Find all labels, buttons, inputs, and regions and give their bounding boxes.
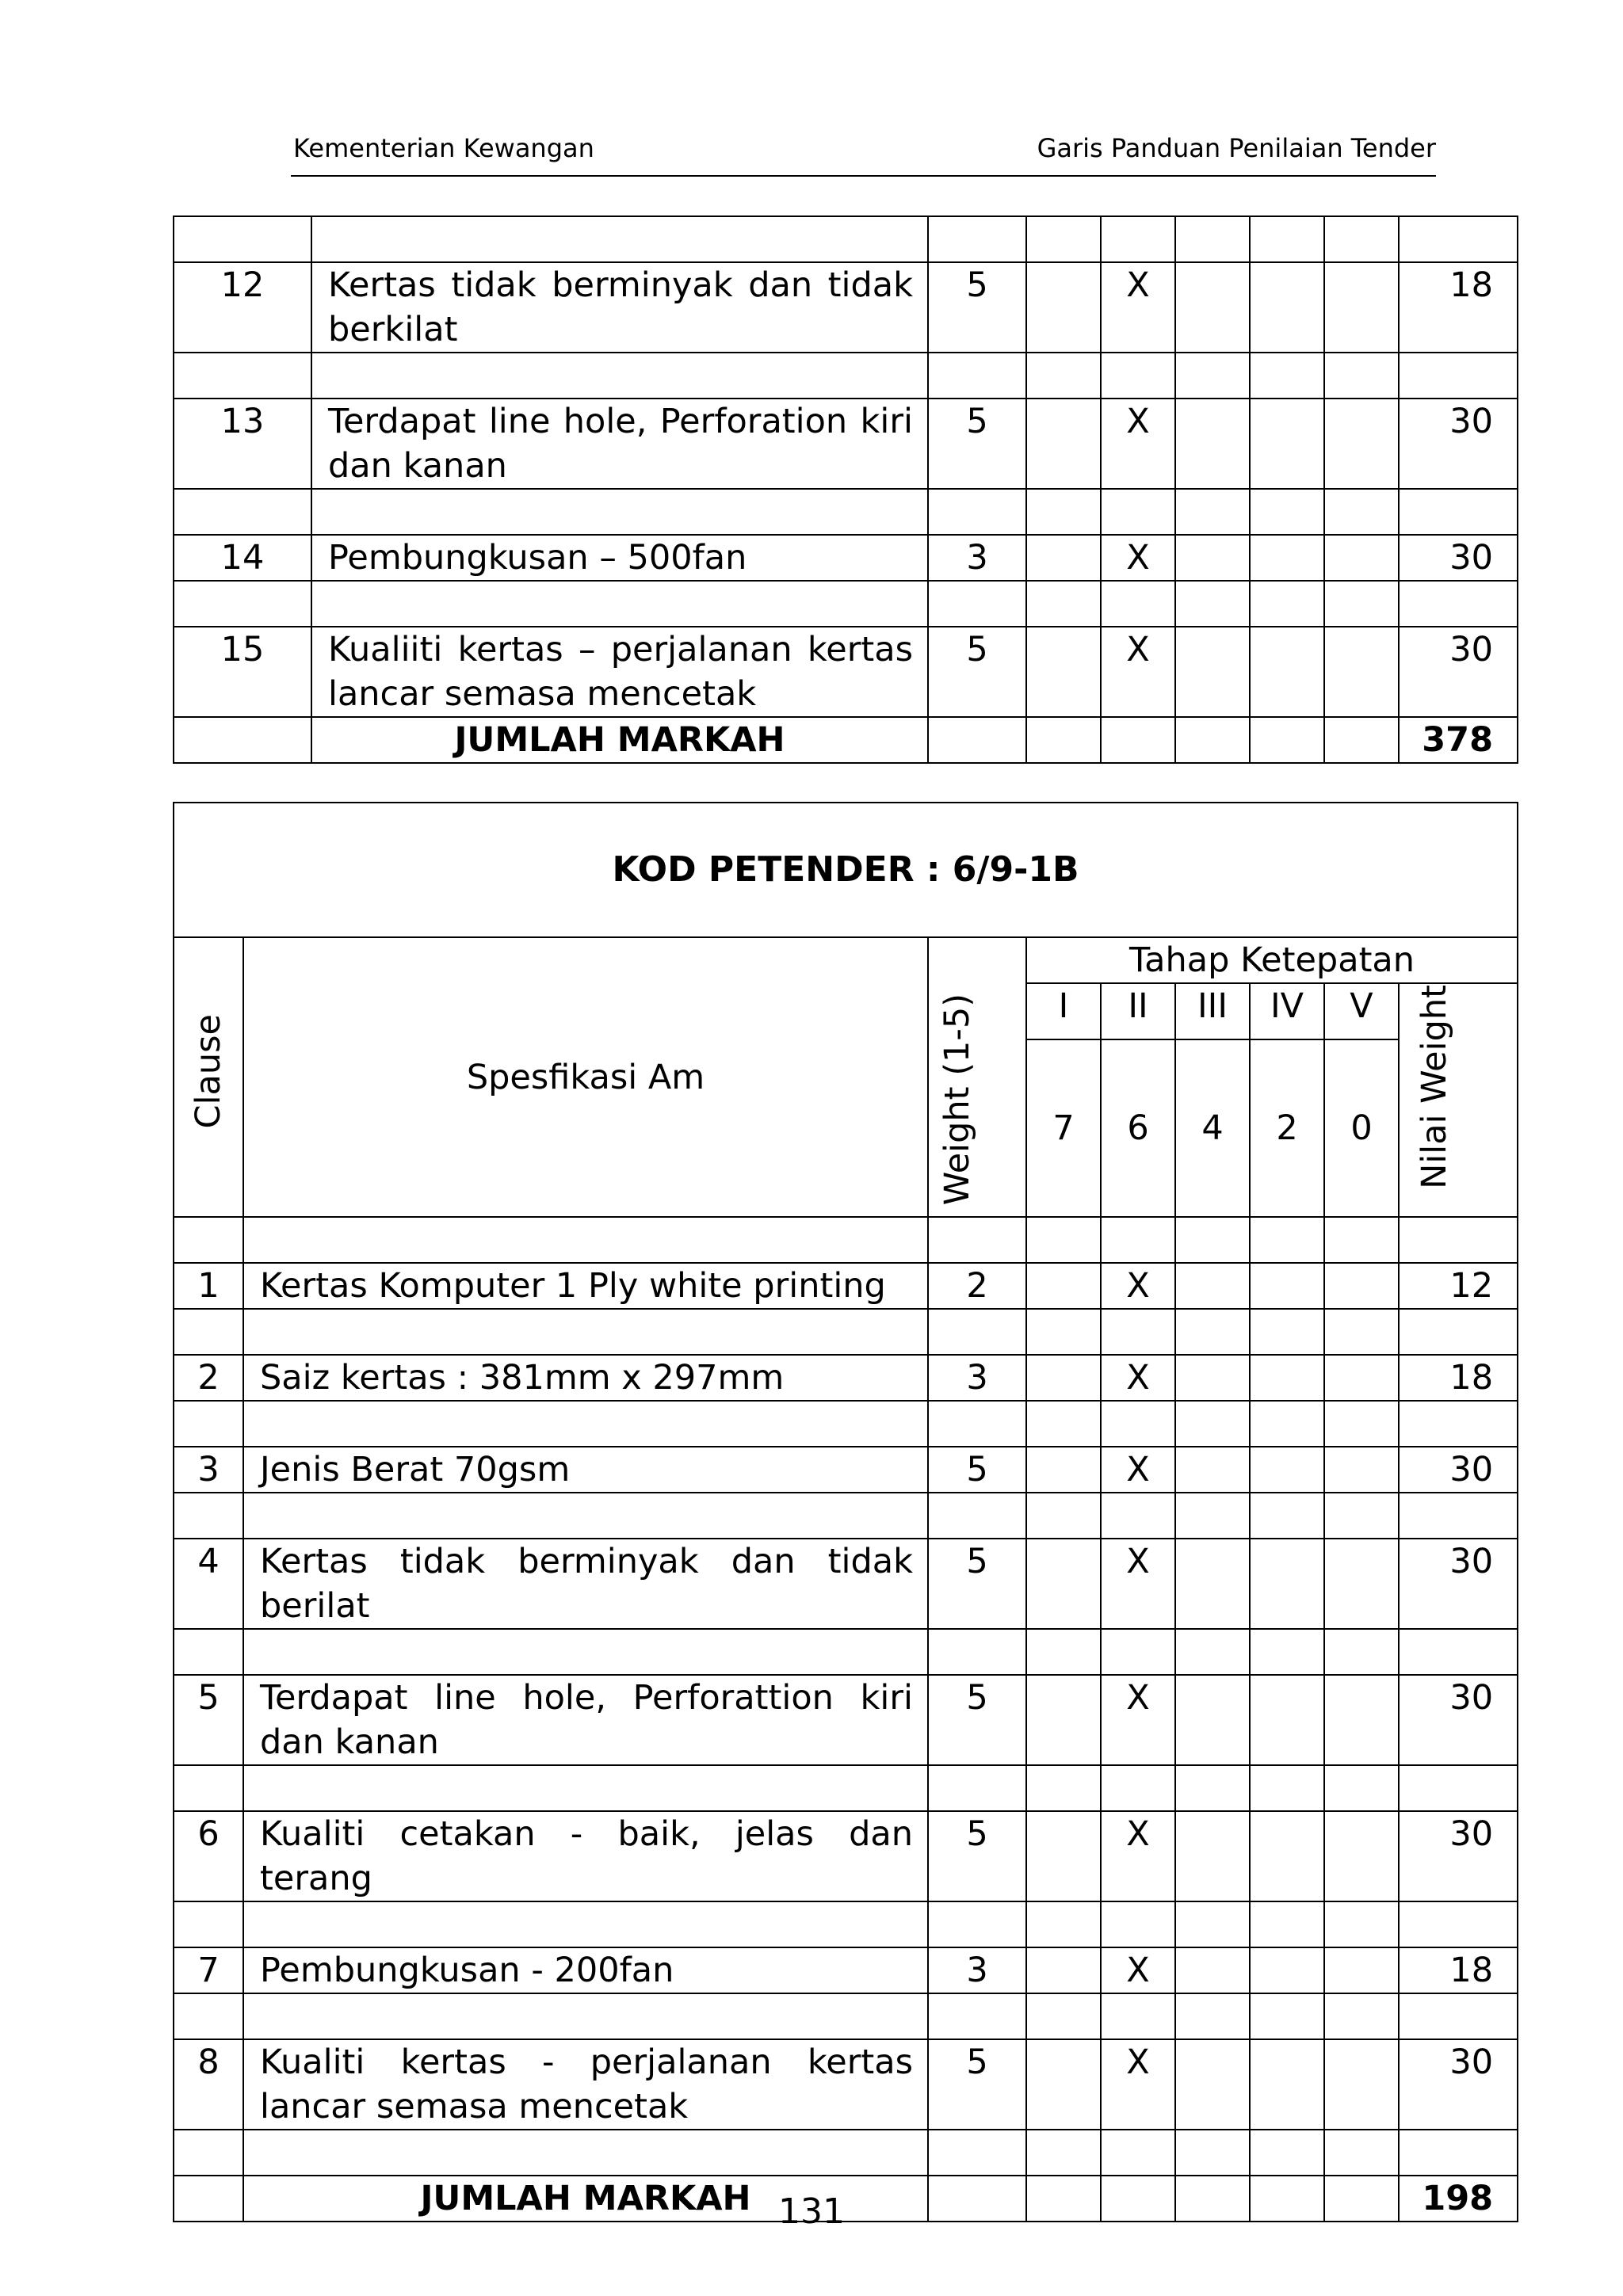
spacer-row bbox=[174, 581, 1518, 627]
level-mark: X bbox=[1101, 1447, 1175, 1493]
evaluation-table-kod-petender bbox=[173, 802, 1518, 2222]
spacer-row bbox=[174, 1217, 1518, 1263]
weight-value: 3 bbox=[928, 1947, 1026, 1993]
specification-text: Kertas tidak berminyak dan tidak berilat bbox=[243, 1539, 928, 1629]
weight-value: 3 bbox=[928, 1355, 1026, 1401]
level-mark: X bbox=[1101, 1675, 1175, 1765]
header-ministry: Kementerian Kewangan bbox=[293, 133, 594, 163]
nilai-value: 30 bbox=[1399, 2039, 1518, 2130]
level-score: 6 bbox=[1101, 1039, 1175, 1217]
nilai-value: 30 bbox=[1399, 1539, 1518, 1629]
level-mark: X bbox=[1101, 262, 1175, 353]
level-header: I bbox=[1026, 983, 1101, 1039]
nilai-value: 18 bbox=[1399, 1355, 1518, 1401]
level-mark: X bbox=[1101, 627, 1175, 717]
table-row bbox=[174, 1355, 1518, 1401]
clause-number: 4 bbox=[174, 1539, 243, 1629]
specification-text: Jenis Berat 70gsm bbox=[243, 1447, 928, 1493]
nilai-value: 30 bbox=[1399, 399, 1518, 489]
weight-value: 5 bbox=[928, 2039, 1026, 2130]
specification-text: Saiz kertas : 381mm x 297mm bbox=[243, 1355, 928, 1401]
specification-text: Kualiti cetakan - baik, jelas dan terang bbox=[243, 1811, 928, 1901]
weight-value: 5 bbox=[928, 627, 1026, 717]
level-score: 7 bbox=[1026, 1039, 1101, 1217]
nilai-weight-header: Nilai Weight bbox=[1399, 983, 1518, 1217]
table-row bbox=[174, 1447, 1518, 1493]
weight-value: 5 bbox=[928, 1447, 1026, 1493]
header-document-title: Garis Panduan Penilaian Tender bbox=[1037, 133, 1436, 163]
spacer-row bbox=[174, 353, 1518, 399]
specification-text: Kualiiti kertas – perjalanan kertas lancar semasa mencetak bbox=[311, 627, 928, 717]
spacer-row bbox=[174, 2130, 1518, 2176]
level-score: 4 bbox=[1175, 1039, 1250, 1217]
level-header: III bbox=[1175, 983, 1250, 1039]
header-divider bbox=[291, 175, 1436, 177]
spacer-row bbox=[174, 489, 1518, 535]
spacer-row bbox=[174, 1629, 1518, 1675]
level-header: II bbox=[1101, 983, 1175, 1039]
level-mark: X bbox=[1101, 535, 1175, 581]
clause-number: 8 bbox=[174, 2039, 243, 2130]
specification-text: Kertas Komputer 1 Ply white printing bbox=[243, 1263, 928, 1309]
spacer-row bbox=[174, 1309, 1518, 1355]
specification-text: Terdapat line hole, Perforattion kiri dan kanan bbox=[243, 1675, 928, 1765]
weight-value: 5 bbox=[928, 1811, 1026, 1901]
specification-text: Pembungkusan - 200fan bbox=[243, 1947, 928, 1993]
clause-number: 3 bbox=[174, 1447, 243, 1493]
table-row bbox=[174, 399, 1518, 489]
specification-text: Pembungkusan – 500fan bbox=[311, 535, 928, 581]
page-number: 131 bbox=[778, 2191, 845, 2232]
total-value: 198 bbox=[1399, 2176, 1518, 2222]
total-value: 378 bbox=[1399, 717, 1518, 763]
nilai-value: 12 bbox=[1399, 1263, 1518, 1309]
nilai-value: 18 bbox=[1399, 1947, 1518, 1993]
level-mark: X bbox=[1101, 1947, 1175, 1993]
weight-value: 5 bbox=[928, 262, 1026, 353]
nilai-value: 30 bbox=[1399, 1811, 1518, 1901]
spacer-row bbox=[174, 1901, 1518, 1947]
clause-number: 2 bbox=[174, 1355, 243, 1401]
level-mark: X bbox=[1101, 1539, 1175, 1629]
clause-number: 5 bbox=[174, 1675, 243, 1765]
level-mark: X bbox=[1101, 399, 1175, 489]
weight-value: 2 bbox=[928, 1263, 1026, 1309]
table-row bbox=[174, 2039, 1518, 2130]
table-row bbox=[174, 1947, 1518, 1993]
level-header: V bbox=[1324, 983, 1399, 1039]
clause-number: 6 bbox=[174, 1811, 243, 1901]
total-row bbox=[174, 717, 1518, 763]
nilai-value: 30 bbox=[1399, 627, 1518, 717]
clause-number: 13 bbox=[174, 399, 311, 489]
level-score: 2 bbox=[1250, 1039, 1324, 1217]
weight-value: 5 bbox=[928, 399, 1026, 489]
table-row bbox=[174, 535, 1518, 581]
spacer-row bbox=[174, 1765, 1518, 1811]
table-row bbox=[174, 1675, 1518, 1765]
level-mark: X bbox=[1101, 1263, 1175, 1309]
kod-petender-title: KOD PETENDER : 6/9-1B bbox=[174, 803, 1518, 937]
weight-value: 3 bbox=[928, 535, 1026, 581]
level-score: 0 bbox=[1324, 1039, 1399, 1217]
spacer-row bbox=[174, 1401, 1518, 1447]
spacer-row bbox=[174, 1493, 1518, 1539]
table-row bbox=[174, 627, 1518, 717]
level-mark: X bbox=[1101, 1355, 1175, 1401]
clause-number: 12 bbox=[174, 262, 311, 353]
specification-text: Kualiti kertas - perjalanan kertas lancar semasa mencetak bbox=[243, 2039, 928, 2130]
clause-number: 1 bbox=[174, 1263, 243, 1309]
nilai-value: 30 bbox=[1399, 1675, 1518, 1765]
table-row bbox=[174, 1811, 1518, 1901]
table-row bbox=[174, 262, 1518, 353]
level-header: IV bbox=[1250, 983, 1324, 1039]
evaluation-table-continued bbox=[173, 215, 1518, 764]
specification-text: Terdapat line hole, Perforation kiri dan kanan bbox=[311, 399, 928, 489]
table-row bbox=[174, 1539, 1518, 1629]
nilai-value: 30 bbox=[1399, 1447, 1518, 1493]
weight-value: 5 bbox=[928, 1675, 1026, 1765]
nilai-value: 18 bbox=[1399, 262, 1518, 353]
total-label: JUMLAH MARKAH bbox=[311, 717, 928, 763]
spec-header: Spesfikasi Am bbox=[243, 937, 928, 1217]
specification-text: Kertas tidak berminyak dan tidak berkilat bbox=[311, 262, 928, 353]
nilai-value: 30 bbox=[1399, 535, 1518, 581]
total-label: JUMLAH MARKAH bbox=[243, 2176, 928, 2222]
tahap-ketepatan-header: Tahap Ketepatan bbox=[1026, 937, 1518, 983]
table-row bbox=[174, 1263, 1518, 1309]
clause-header: Clause bbox=[174, 937, 243, 1217]
weight-value: 5 bbox=[928, 1539, 1026, 1629]
clause-number: 7 bbox=[174, 1947, 243, 1993]
spacer-row bbox=[174, 216, 1518, 262]
level-mark: X bbox=[1101, 2039, 1175, 2130]
spacer-row bbox=[174, 1993, 1518, 2039]
weight-header: Weight (1-5) bbox=[928, 937, 1026, 1217]
level-mark: X bbox=[1101, 1811, 1175, 1901]
clause-number: 15 bbox=[174, 627, 311, 717]
clause-number: 14 bbox=[174, 535, 311, 581]
